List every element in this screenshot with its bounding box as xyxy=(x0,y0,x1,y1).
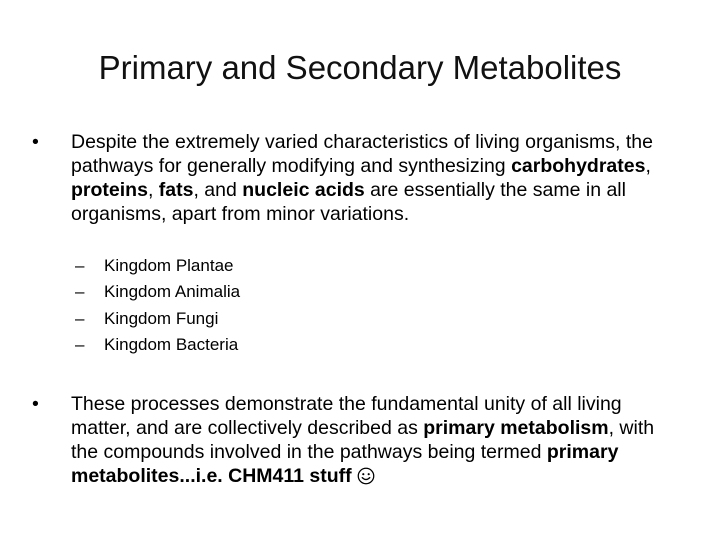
text-run: , and xyxy=(193,179,243,201)
smiley-face-icon xyxy=(357,467,375,485)
text-run: , with the compounds involved in the pathways being termed xyxy=(71,417,655,463)
list-item-label: Kingdom Plantae xyxy=(104,256,234,275)
bullet-marker: • xyxy=(32,393,39,415)
bullet-text xyxy=(71,392,682,488)
term-nucleic-acids: nucleic acids xyxy=(242,179,365,201)
term-proteins: proteins xyxy=(71,179,148,201)
dash-marker: – xyxy=(75,282,85,302)
dash-marker: – xyxy=(75,334,85,354)
bullet-primary-metabolism xyxy=(32,392,682,488)
dash-marker: – xyxy=(75,308,85,328)
list-item-label: Kingdom Animalia xyxy=(104,282,241,302)
term-fats: fats xyxy=(158,179,194,201)
term-primary-metabolites: primary metabolites...i.e. CHM411 stuff xyxy=(71,441,619,487)
list-item-label: Kingdom Bacteria xyxy=(104,334,239,354)
term-primary-metabolism: primary metabolism xyxy=(423,417,609,439)
bullet-metabolic-pathways xyxy=(32,130,682,226)
term-carbohydrates: carbohydrates xyxy=(511,155,646,177)
text-run: These processes demonstrate the fundamental unity of all living matter, and are collectively described as xyxy=(71,393,622,439)
text-run: , xyxy=(147,179,159,201)
slide-title: Primary and Secondary Metabolites xyxy=(98,49,622,86)
dash-marker: – xyxy=(75,256,85,275)
bullet-marker: • xyxy=(32,131,39,153)
text-run: are essentially the same in all organisms, apart from minor variations. xyxy=(71,179,626,225)
text-run: Despite the extremely varied characteristics of living organisms, the pathways for generally modifying and synthesizing xyxy=(71,131,653,177)
list-item-label: Kingdom Fungi xyxy=(104,308,219,328)
text-run: , xyxy=(645,155,651,177)
bullet-text xyxy=(71,130,682,226)
